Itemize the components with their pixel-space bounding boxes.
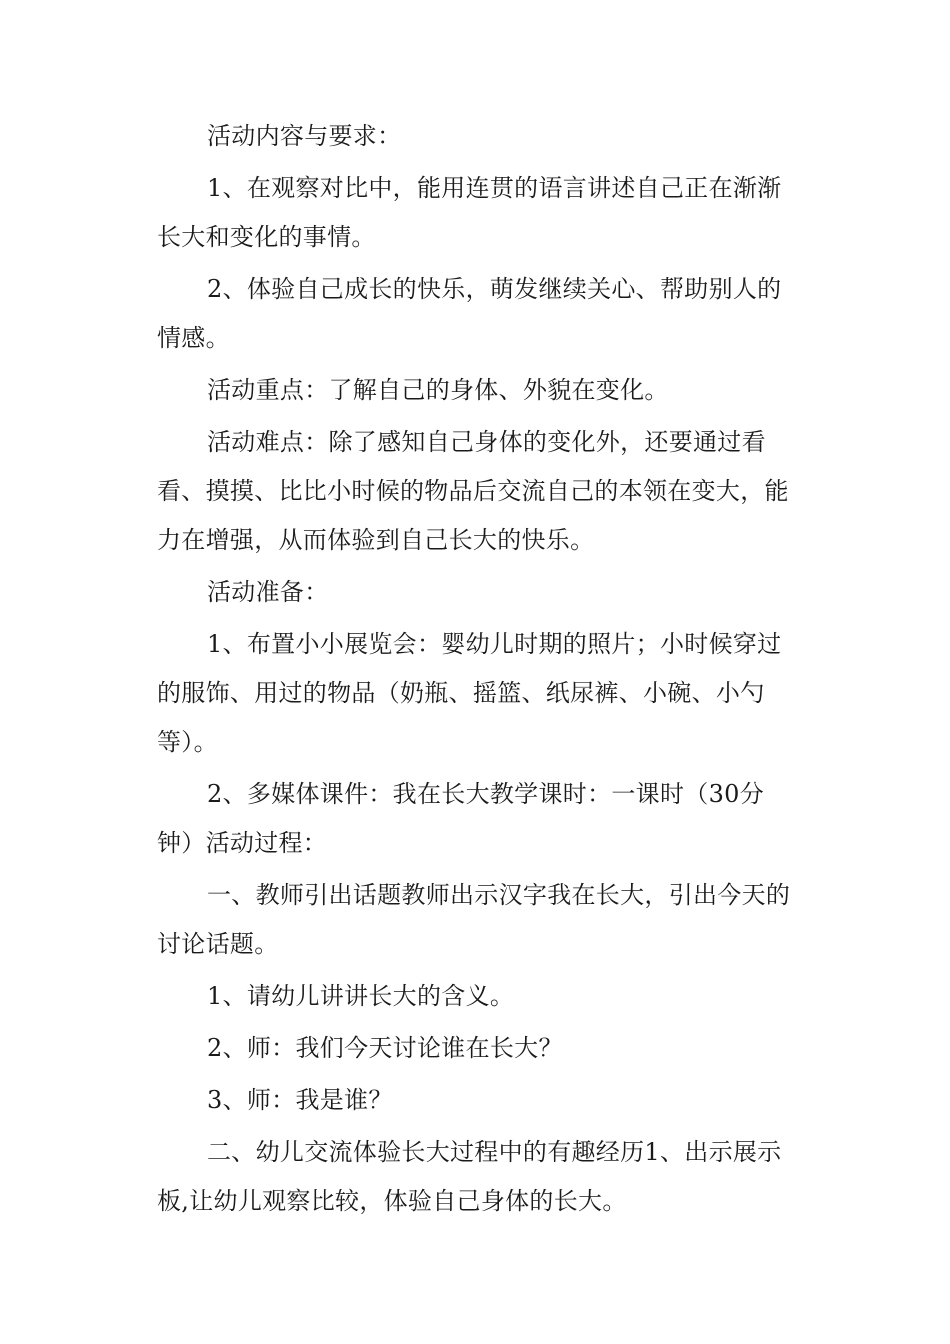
paragraph: 1、布置小小展览会：婴幼儿时期的照片；小时候穿过的服饰、用过的物品（奶瓶、摇篮、纸尿裤、小碗、小勺等）。 (157, 630, 782, 756)
paragraph: 3、师：我是谁？ (207, 1086, 393, 1114)
paragraph: 2、师：我们今天讨论谁在长大？ (207, 1034, 563, 1062)
paragraph: 1、在观察对比中，能用连贯的语言讲述自己正在渐渐长大和变化的事情。 (157, 174, 782, 251)
paragraph: 一、教师引出话题教师出示汉字我在长大，引出今天的讨论话题。 (157, 881, 791, 958)
paragraph: 2、体验自己成长的快乐，萌发继续关心、帮助别人的情感。 (157, 275, 782, 352)
paragraph: 活动内容与要求： (207, 122, 402, 150)
paragraph: 1、请幼儿讲讲长大的含义。 (207, 982, 515, 1010)
document-body (157, 112, 797, 1229)
paragraph: 活动准备： (207, 578, 329, 606)
paragraph: 二、幼儿交流体验长大过程中的有趣经历1、出示展示板,让幼儿观察比较，体验自己身体的长大。 (157, 1138, 782, 1215)
paragraph: 活动重点：了解自己的身体、外貌在变化。 (207, 376, 669, 404)
paragraph: 活动难点：除了感知自己身体的变化外，还要通过看看、摸摸、比比小时候的物品后交流自己的本领在变大，能力在增强，从而体验到自己长大的快乐。 (157, 428, 789, 554)
paragraph: 2、多媒体课件：我在长大教学课时：一课时（30分钟）活动过程： (157, 780, 765, 857)
